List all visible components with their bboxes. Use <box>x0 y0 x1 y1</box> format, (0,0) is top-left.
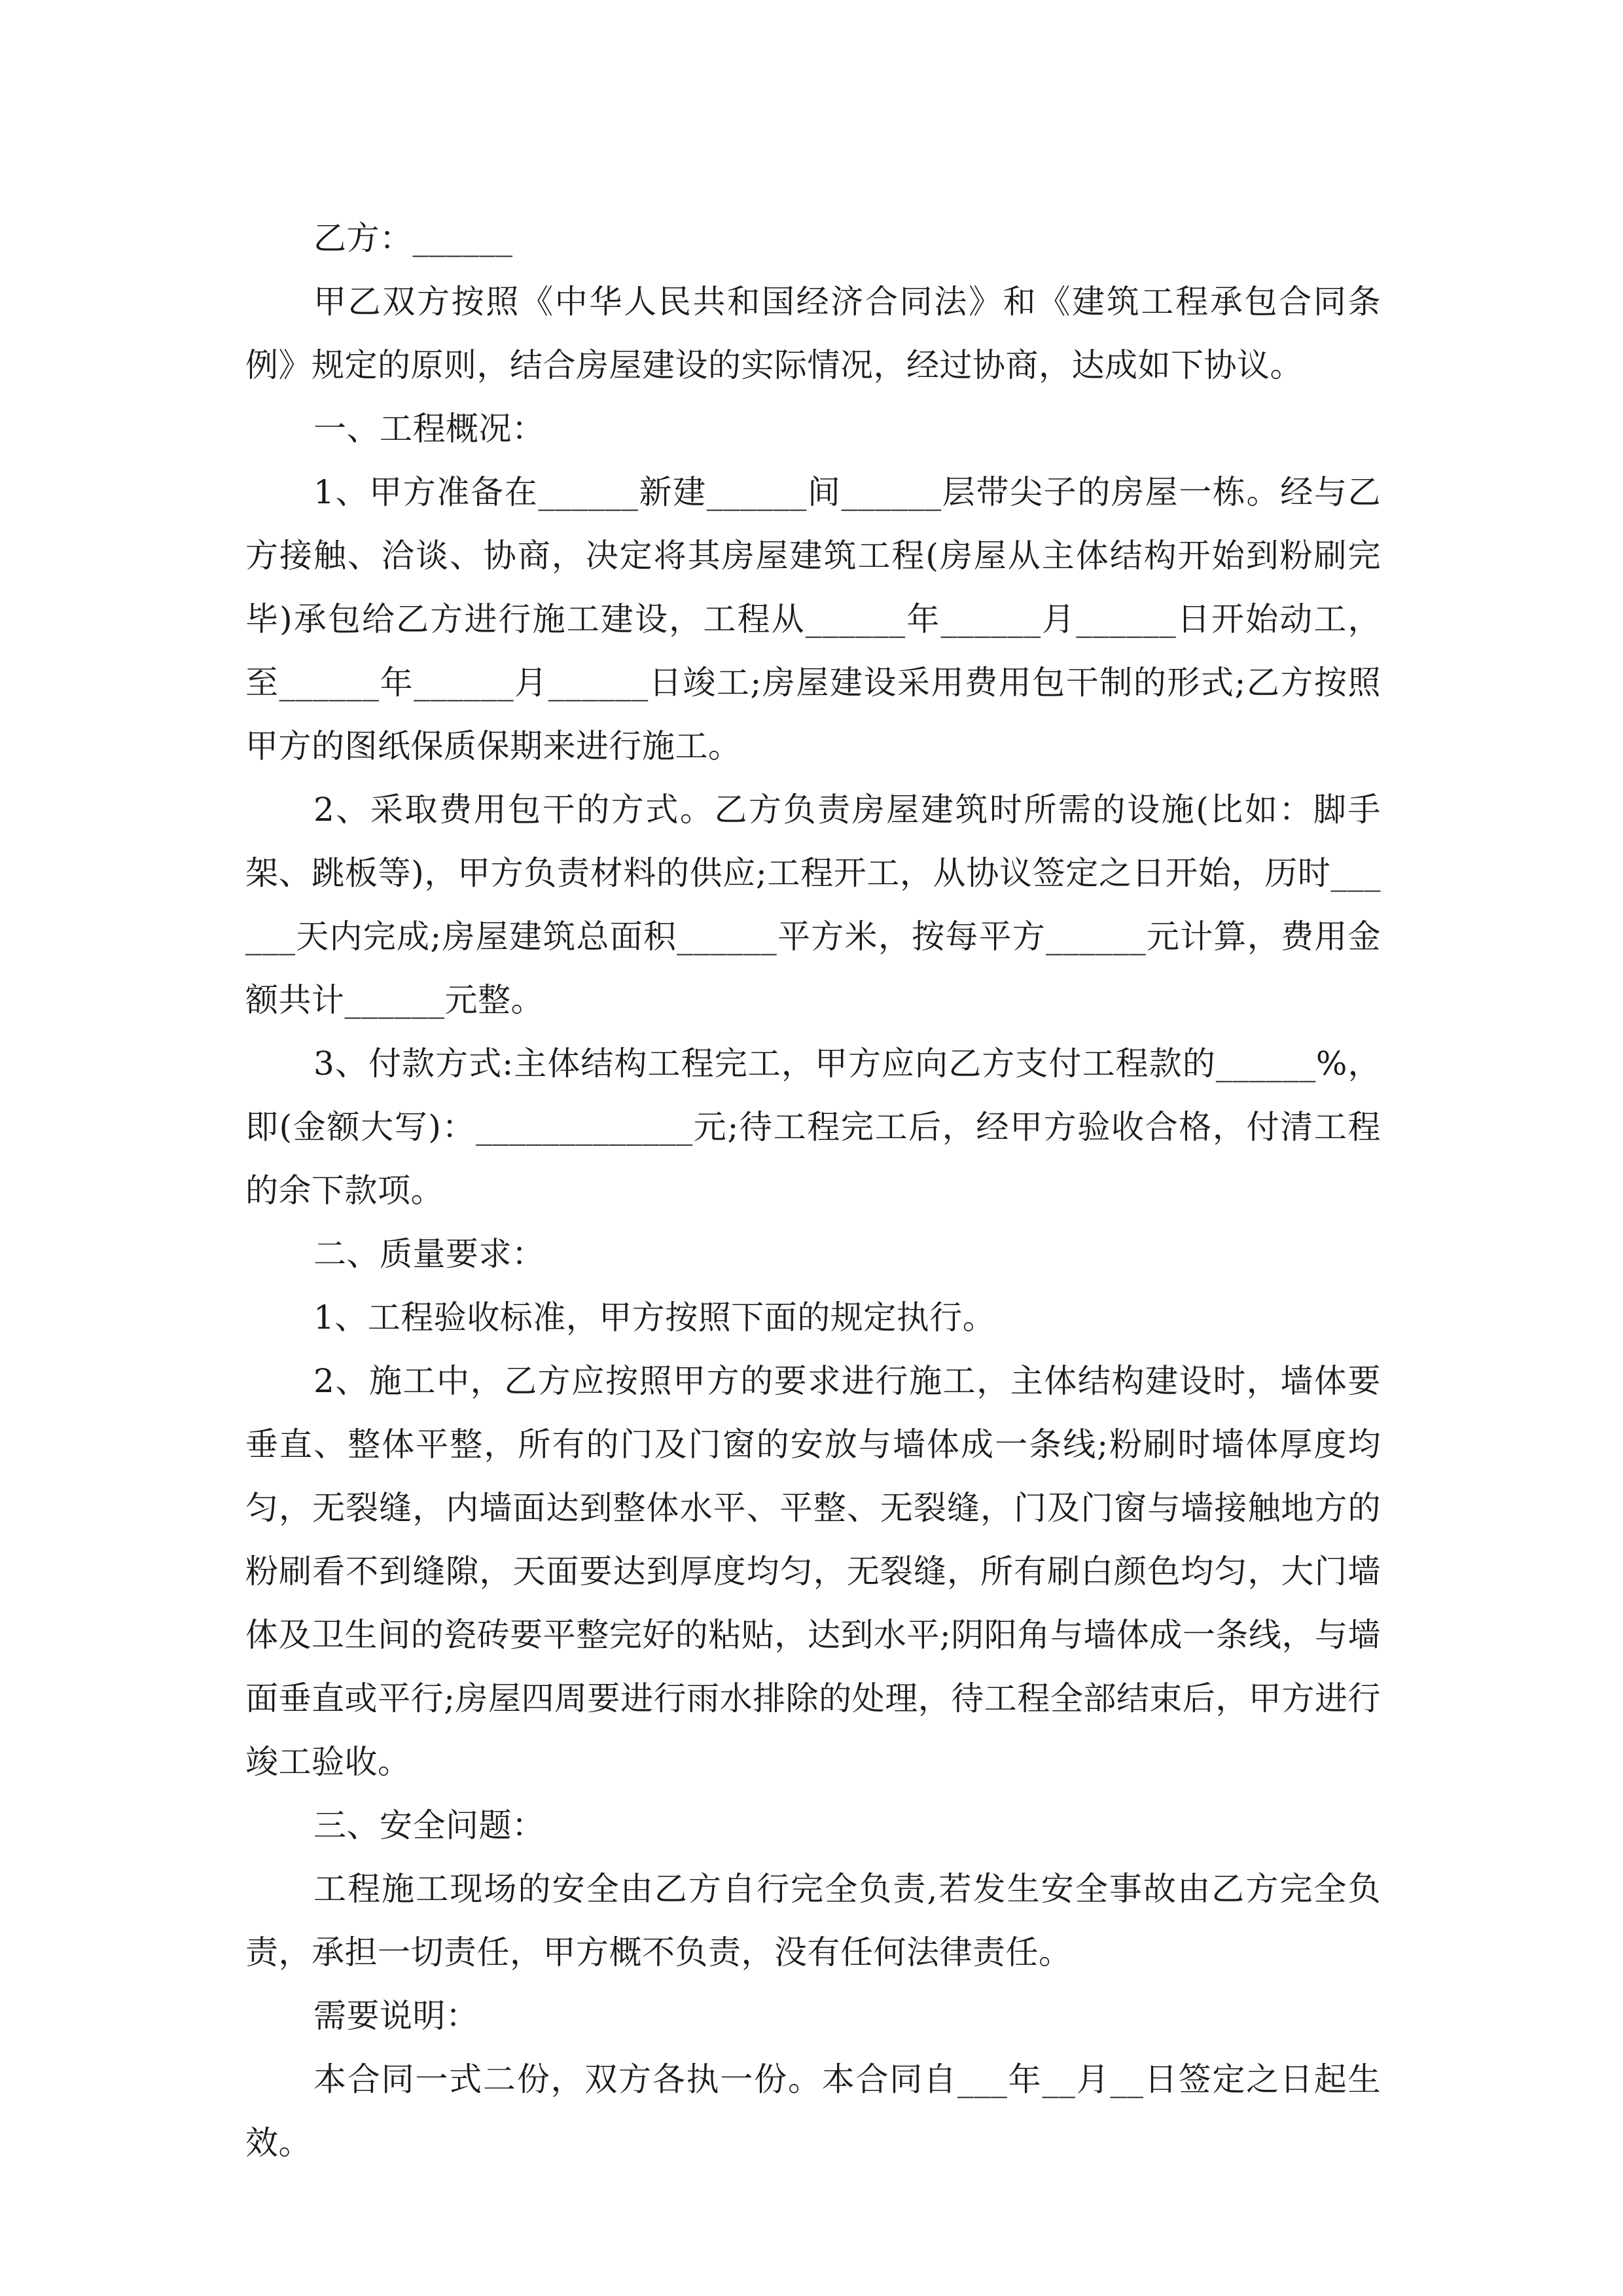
section-2-item-2: 2、施工中，乙方应按照甲方的要求进行施工，主体结构建设时，墙体要垂直、整体平整，所有的门及门窗的安放与墙体成一条线;粉刷时墙体厚度均匀，无裂缝，内墙面达到整体水平、平整、无裂缝，门及门窗与墙接触地方的粉刷看不到缝隙，天面要达到厚度均匀，无裂缝，所有刷白颜色均匀，大门墙体及卫生间的瓷砖要平整完好的粘贴，达到水平;阴阳角与墙体成一条线，与墙面垂直或平行;房屋四周要进行雨水排除的处理，待工程全部结束后，甲方进行竣工验收。 <box>245 1362 1381 1781</box>
note-body: 本合同一式二份，双方各执一份。本合同自___年__月__日签定之日起生效。 <box>245 2060 1381 2162</box>
section-1-item-2: 2、采取费用包干的方式。乙方负责房屋建筑时所需的设施(比如：脚手架、跳板等)，甲方负责材料的供应;工程开工，从协议签定之日开始，历时______天内完成;房屋建筑总面积______平方米，按每平方______元计算，费用金额共计______元整。 <box>245 791 1381 1019</box>
section-2-heading: 二、质量要求： <box>313 1235 545 1273</box>
preamble-paragraph: 甲乙双方按照《中华人民共和国经济合同法》和《建筑工程承包合同条例》规定的原则，结合房屋建设的实际情况，经过协商，达成如下协议。 <box>245 283 1381 384</box>
section-1-heading: 一、工程概况： <box>313 410 545 448</box>
note-heading: 需要说明： <box>313 1997 479 2035</box>
section-1-item-3: 3、付款方式:主体结构工程完工，甲方应向乙方支付工程款的______%，即(金额大写)：_____________元;待工程完工后，经甲方验收合格，付清工程的余下款项。 <box>245 1045 1381 1210</box>
section-3-body: 工程施工现场的安全由乙方自行完全负责,若发生安全事故由乙方完全负责，承担一切责任，甲方概不负责，没有任何法律责任。 <box>245 1870 1381 1971</box>
section-3-heading: 三、安全问题： <box>313 1806 545 1844</box>
section-2-item-1: 1、工程验收标准，甲方按照下面的规定执行。 <box>313 1299 996 1336</box>
party-b-line: 乙方：______ <box>313 219 513 257</box>
section-1-item-1: 1、甲方准备在______新建______间______层带尖子的房屋一栋。经与乙方接触、洽谈、协商，决定将其房屋建筑工程(房屋从主体结构开始到粉刷完毕)承包给乙方进行施工建设，工程从______年______月______日开始动工，至______年______月______日竣工;房屋建设采用费用包干制的形式;乙方按照甲方的图纸保质保期来进行施工。 <box>245 473 1381 765</box>
contract-page <box>245 207 1381 2175</box>
